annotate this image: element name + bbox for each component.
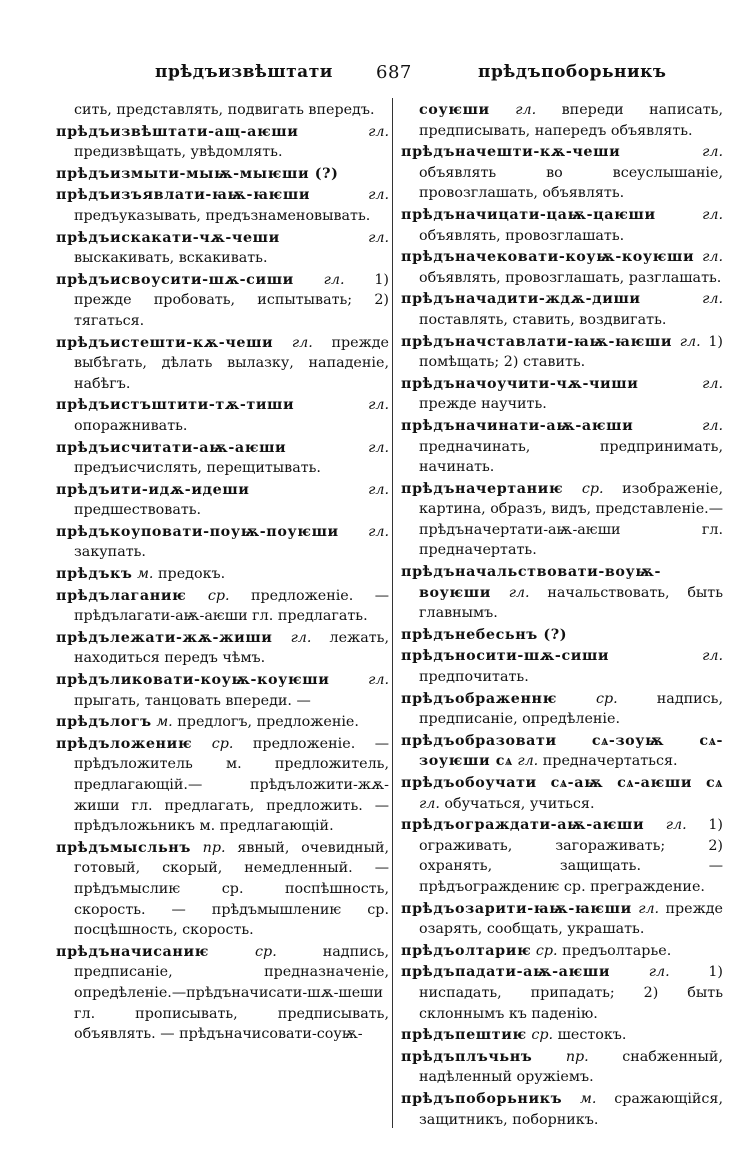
headword: соуѥши (419, 102, 490, 118)
definition: предложеніе. — прѣдълагати-аѭ-аѥши гл. предлагать. (74, 587, 390, 625)
headword: прѣдъизъявлати-ꙗѭ-ꙗѥши (56, 187, 311, 204)
dictionary-entry (401, 962, 723, 1024)
dictionary-entry (401, 100, 723, 141)
dictionary-entry (401, 1089, 723, 1130)
grammar-label: гл. (368, 123, 389, 140)
dictionary-entry (56, 628, 389, 669)
definition: предпочитать. (419, 669, 529, 686)
headword: прѣдъистъштити-тѫ-тиши (56, 397, 295, 414)
headword: прѣдъначальствовати-воуѭ-воуѥши (401, 564, 661, 601)
grammar-label: гл. (368, 187, 389, 204)
grammar-label: гл. (323, 271, 345, 288)
headword: прѣдъликовати-коуѭ-коуѥши (56, 672, 330, 689)
grammar-label: гл. (291, 334, 313, 351)
headword: прѣдъолтариѥ (401, 942, 532, 959)
dictionary-entry (401, 773, 723, 814)
dictionary-entry (401, 205, 723, 246)
definition: предначинать, предпринимать, начинать. (419, 438, 723, 476)
definition: прежде озарять, сообщать, украшать. (419, 900, 724, 938)
dictionary-entry (401, 416, 723, 478)
grammar-label: гл. (702, 417, 723, 434)
definition: 1) ниспадать, припадать; 2) быть склоннымъ къ паденію. (419, 964, 724, 1022)
headword: прѣдъначешти-кѫ-чеши (401, 144, 621, 161)
dictionary-entry (56, 734, 389, 837)
headword: прѣдъмысльнъ (56, 839, 191, 856)
headword: прѣдъобразовати сѧ-зоуѭ сѧ-зоуѥши сѧ (401, 732, 723, 770)
dictionary-entry (401, 689, 723, 730)
definition: шестокъ. (557, 1027, 627, 1044)
grammar-label: гл. (702, 648, 723, 665)
definition: обучаться, учиться. (444, 795, 595, 812)
definition: предъисчислять, перещитывать. (74, 460, 321, 477)
dictionary-entry (56, 586, 389, 627)
dictionary-entry (401, 899, 723, 940)
dictionary-entry (56, 942, 389, 1045)
grammar-label: ср. (207, 587, 230, 604)
headword: прѣдъображеннѥ (401, 690, 557, 707)
grammar-label: м. (156, 714, 173, 731)
headword: прѣдъпадати-аѭ-аѥши (401, 964, 611, 981)
definition: опоражнивать. (74, 417, 188, 434)
headword: прѣдъити-идѫ-идеши (56, 481, 250, 498)
dictionary-entry (56, 438, 389, 479)
grammar-label: ср. (596, 690, 618, 707)
grammar-label: гл. (419, 795, 440, 812)
grammar-label: ср. (581, 480, 604, 497)
headword: прѣдъложениѥ (56, 735, 193, 752)
grammar-label: ср. (535, 942, 558, 959)
grammar-label: гл. (702, 291, 723, 308)
headword: прѣдънебесьнъ (?) (401, 626, 568, 643)
grammar-label: гл. (702, 206, 723, 223)
dictionary-entry (401, 247, 723, 288)
dictionary-entry (56, 164, 389, 185)
dictionary-entry (401, 625, 723, 646)
page-number: 687 (376, 62, 412, 83)
grammar-label: гл. (517, 753, 539, 770)
dictionary-entry (56, 333, 389, 395)
headword: прѣдъискакати-чѫ-чеши (56, 229, 280, 246)
dictionary-entry (56, 712, 389, 733)
definition: явный, очевидный, готовый, скорый, немедленный. — прѣдъмыслиѥ ср. поспѣшность, скорость. — прѣдъмышлениѥ ср. посцѣшность, скорость. (74, 839, 390, 939)
definition: предначертаться. (542, 753, 678, 770)
running-head-right: прѣдъпоборьникъ (478, 62, 667, 82)
grammar-label: гл. (638, 900, 660, 917)
definition: 1) помѣщать; 2) ставить. (419, 333, 723, 371)
definition: начальствовать, быть главнымъ. (419, 584, 723, 622)
headword: прѣдълежати-жѫ-жиши (56, 629, 273, 646)
headword: прѣдъобоучати сѧ-аѭ сѧ-аѥши сѧ (401, 775, 723, 791)
grammar-label: ср. (531, 1027, 554, 1044)
definition: лежать, находиться передъ чѣмъ. (74, 629, 389, 667)
headword: прѣдъначставлати-ꙗѭ-ꙗѥши (401, 333, 673, 350)
grammar-label: гл. (508, 584, 530, 601)
grammar-label: гл. (368, 672, 389, 689)
headword: прѣдъносити-шѫ-сиши (401, 648, 610, 665)
headword: прѣдъпоборьникъ (401, 1090, 563, 1107)
dictionary-entry (401, 646, 723, 687)
dictionary-entry (401, 815, 723, 897)
definition: изображеніе, картина, образъ, видъ, представленіе.—прѣдъначертати-аѭ-аѥши гл. предначертать. (419, 480, 724, 559)
dictionary-entry (401, 1047, 723, 1088)
grammar-label: гл. (702, 375, 723, 392)
definition: впереди написать, предписывать, напередъ объявлять. (419, 102, 723, 139)
definition: прежде научить. (419, 396, 547, 413)
headword: прѣдъначековати-коуѭ-коуѥши (401, 249, 695, 266)
definition: надпись, предписаніе, предназначеніе, опредѣленіе.—прѣдъначисати-шѫ-шеши гл. прописывать, предписывать, объявлять. — прѣдъначисовати-соуѭ- (74, 943, 389, 1043)
dictionary-entry (401, 941, 723, 962)
headword: прѣдъпештиѥ (401, 1027, 527, 1044)
dictionary-entry (56, 228, 389, 269)
definition: объявлять во всеуслышаніе, провозглашать, объявлять. (419, 164, 723, 202)
headword: прѣдъначертаниѥ (401, 480, 564, 497)
dictionary-entry (56, 564, 389, 585)
definition: объявлять, провозглашать. (419, 227, 625, 244)
dictionary-entry (56, 395, 389, 436)
definition: 1) ограживать, загораживать; 2) охранять, защищать. — прѣдъограждениѥ ср. преграждение. (419, 817, 723, 895)
grammar-label: гл. (702, 144, 723, 161)
definition: сражающійся, защитникъ, поборникъ. (419, 1090, 723, 1128)
headword: прѣдъначисаниѥ (56, 943, 210, 960)
headword: прѣдъначинати-аѭ-аѥши (401, 417, 634, 434)
dictionary-entry (56, 838, 389, 941)
dictionary-entry (56, 522, 389, 563)
dictionary-entry (401, 1025, 723, 1046)
headword: прѣдъначадити-ждѫ-диши (401, 291, 641, 308)
dictionary-entry (56, 122, 389, 163)
headword: прѣдъначицати-цаѭ-цаѥши (401, 206, 656, 223)
headword: прѣдъизмыти-мыѭ-мыѥши (?) (56, 165, 339, 182)
dictionary-entry (401, 374, 723, 415)
definition: 1) прежде пробовать, испытывать; 2) тягаться. (74, 271, 390, 329)
headword: прѣдъизвѣштати-ащ-аѥши (56, 123, 299, 140)
grammar-label: м. (579, 1090, 597, 1107)
definition: предложеніе. — прѣдъложитель м. предложитель, предлагающій.— прѣдъложити-жѫ-жиши гл. предлагать, предложить. —прѣдъложьникъ м. предлагающій. (74, 735, 390, 835)
definition: прежде выбѣгать, дѣлать вылазку, нападеніе, набѣгъ. (74, 334, 390, 392)
headword: прѣдъкъ (56, 566, 133, 583)
dictionary-entry (56, 185, 389, 226)
grammar-label: гл. (515, 102, 537, 118)
grammar-label: м. (137, 566, 154, 583)
definition: предокъ. (158, 566, 226, 583)
headword: прѣдъкоуповати-поуѭ-поуѥши (56, 523, 339, 540)
headword: прѣдъистешти-кѫ-чеши (56, 334, 274, 351)
grammar-label: гл. (368, 523, 389, 540)
definition: предъуказывать, предъзнаменовывать. (74, 207, 371, 224)
definition: сить, представлять, подвигать впередъ. (74, 102, 375, 118)
definition: снабженный, надѣленный оружіемъ. (419, 1048, 723, 1086)
grammar-label: гл. (290, 629, 312, 646)
definition: прыгать, танцовать впереди. — (74, 692, 311, 709)
definition: объявлять, провозглашать, разглашать. (419, 269, 722, 286)
definition: выскакивать, вскакивать. (74, 250, 268, 267)
dictionary-entry (56, 270, 389, 332)
grammar-label: гл. (368, 481, 389, 498)
dictionary-entry (401, 289, 723, 330)
grammar-label: пр. (202, 839, 226, 856)
definition: предлогъ, предложеніе. (177, 714, 359, 731)
left-column (56, 100, 389, 1046)
right-column (401, 100, 723, 1131)
grammar-label: пр. (565, 1048, 589, 1065)
definition: предизвѣщать, увѣдомлять. (74, 144, 283, 161)
dictionary-entry (401, 731, 723, 772)
grammar-label: гл. (368, 229, 389, 246)
dictionary-entry (56, 670, 389, 711)
grammar-label: гл. (702, 249, 723, 266)
grammar-label: ср. (211, 735, 234, 752)
headword: прѣдъплъчьнъ (401, 1048, 533, 1065)
definition: надпись, предписаніе, опредѣленіе. (419, 690, 724, 728)
dictionary-entry (401, 479, 723, 561)
headword: прѣдъначоучити-чѫ-чиши (401, 375, 639, 392)
grammar-label: гл. (648, 964, 670, 981)
headword: прѣдълаганиѥ (56, 587, 187, 604)
dictionary-entry (401, 142, 723, 204)
grammar-label: гл. (368, 439, 389, 456)
headword: прѣдъисвоусити-шѫ-сиши (56, 271, 294, 288)
headword: прѣдъозарити-ꙗѭ-ꙗѥши (401, 900, 632, 917)
running-head-left: прѣдъизвѣштати (155, 62, 333, 82)
headword: прѣдъограждати-аѭ-аѥши (401, 817, 645, 834)
headword: прѣдълогъ (56, 714, 152, 731)
grammar-label: гл. (368, 397, 389, 414)
definition: предъолтарье. (562, 942, 672, 959)
dictionary-entry (56, 480, 389, 521)
definition: поставлять, ставить, воздвигать. (419, 311, 667, 328)
headword: прѣдъисчитати-аѭ-аѥши (56, 439, 287, 456)
definition: предшествовать. (74, 502, 202, 519)
column-divider (392, 98, 393, 1128)
dictionary-entry (56, 100, 389, 121)
dictionary-entry (401, 562, 723, 624)
dictionary-entry (401, 332, 723, 373)
grammar-label: ср. (255, 943, 277, 960)
definition: закупать. (74, 544, 146, 561)
grammar-label: гл. (679, 333, 701, 350)
grammar-label: гл. (665, 817, 687, 834)
